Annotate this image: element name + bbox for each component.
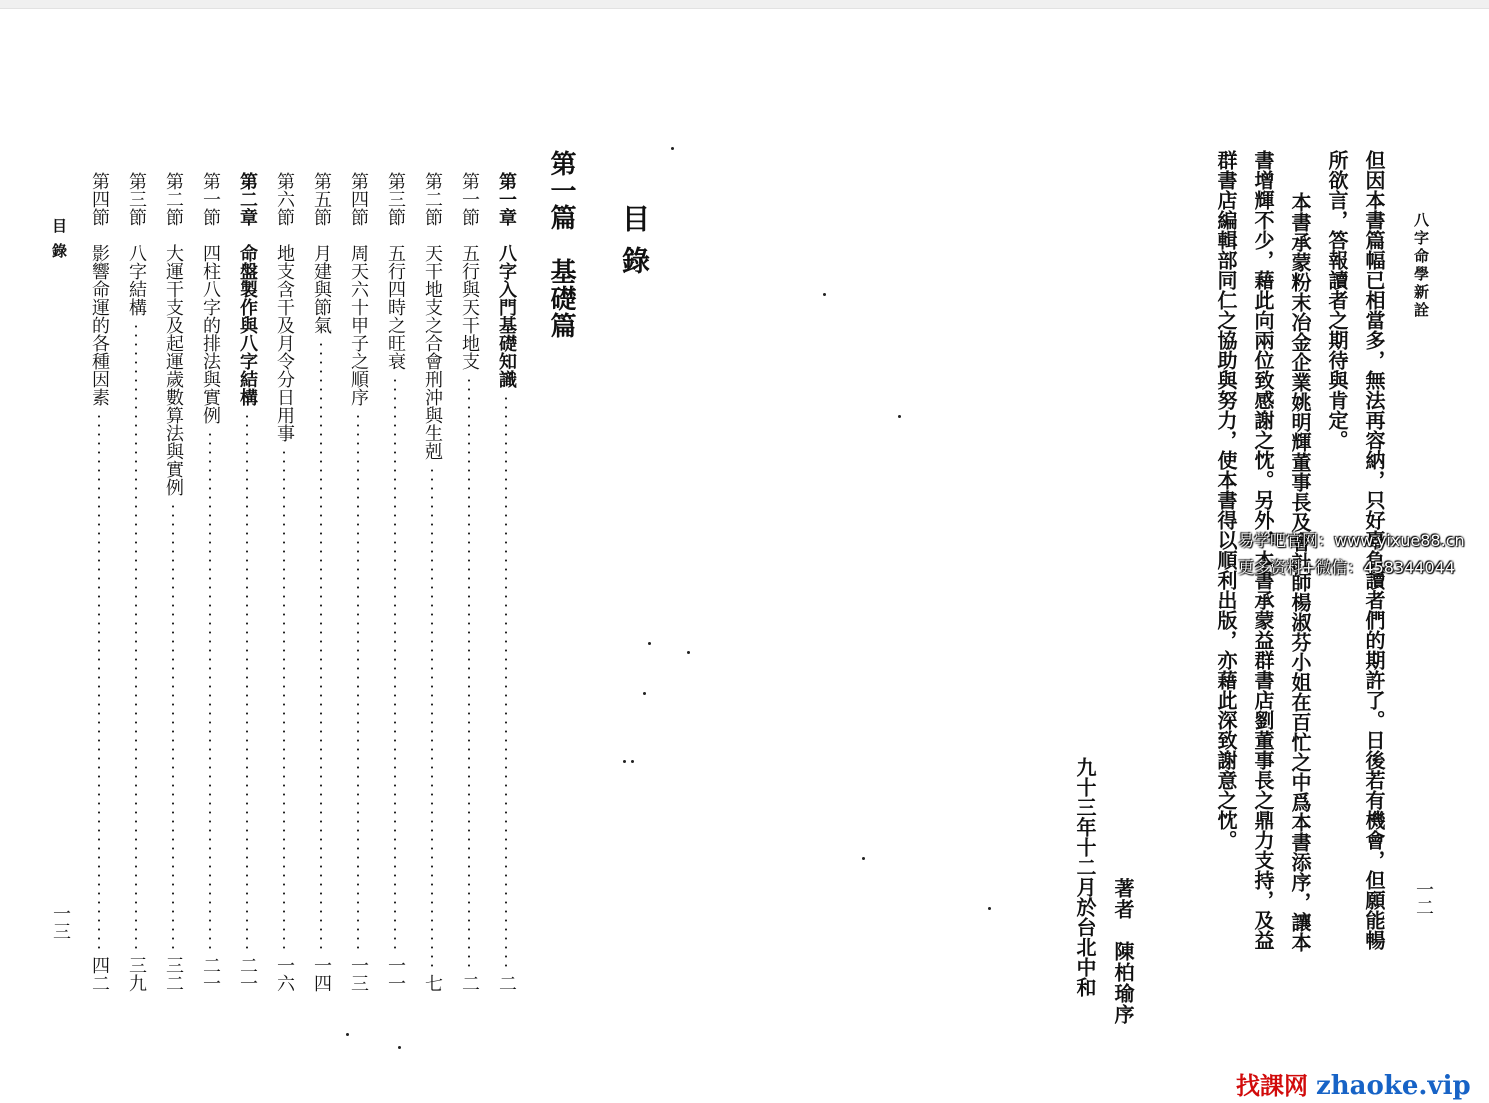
scan-speck: [898, 415, 901, 418]
toc-leader-dots: [283, 448, 285, 950]
toc-leader-dots: [246, 412, 248, 950]
preface-line-4: 書增輝不少，藉此向兩位致感謝之忱。另外，本書承蒙益群書店劉董事長之鼎力支持，及益: [1251, 150, 1275, 950]
scan-speck: [643, 692, 646, 695]
toc-entry-page: 七: [422, 974, 443, 992]
author-signature: 著者 陳柏瑜序: [1111, 878, 1135, 1025]
toc-leader-dots: [468, 376, 470, 968]
toc-entry-label: 第二節 天干地支之合會刑沖與生剋: [422, 172, 443, 460]
toc-entry-label: 第三節 五行四時之旺衰: [385, 172, 406, 370]
toc-entry-label: 第五節 月建與節氣: [311, 172, 332, 334]
toc-entry-page: 三二: [163, 956, 184, 992]
toc-entry-label: 第一節 四柱八字的排法與實例: [200, 172, 221, 424]
toc-entry-page: 二一: [200, 956, 221, 992]
brand-logo-cn: 找課网: [1236, 1072, 1308, 1100]
watermark-line-1: 易学吧官网：www.yixue88.cn: [1238, 531, 1465, 550]
preface-line-3: 本書承蒙粉末冶金企業姚明輝董事長及會計師楊淑芬小姐在百忙之中爲本書添序，讓本: [1288, 192, 1312, 952]
preface-line-1: 但因本書篇幅已相當多，無法再容納，只好辜負讀者們的期許了。日後若有機會，但願能暢: [1362, 150, 1386, 950]
scan-speck: [346, 1033, 349, 1036]
toc-entry-page: 二一: [237, 956, 258, 992]
toc-leader-dots: [320, 340, 322, 950]
toc-entry-page: 一四: [311, 956, 332, 992]
page-number-left: 一三: [50, 904, 71, 940]
part-title: 第一篇 基礎篇: [546, 150, 576, 339]
toc-title: 目錄: [618, 204, 651, 288]
toc-entry-page: 二: [459, 974, 480, 992]
toc-leader-dots: [505, 394, 507, 968]
toc-entry-page: 三九: [126, 956, 147, 992]
viewer-top-strip: [0, 0, 1489, 9]
toc-leader-dots: [209, 430, 211, 950]
preface-line-2: 所欲言，答報讀者之期待與肯定。: [1325, 150, 1349, 450]
toc-entry-label: 第三節 八字結構: [126, 172, 147, 316]
brand-logo: [1236, 1066, 1471, 1101]
scan-speck: [687, 651, 690, 654]
footer-label: 目錄: [50, 218, 68, 268]
page-number-right: 一二: [1413, 880, 1434, 916]
toc-entry-page: 一一: [385, 956, 406, 992]
toc-leader-dots: [431, 466, 433, 968]
toc-leader-dots: [98, 412, 100, 950]
toc-leader-dots: [357, 412, 359, 950]
scan-speck: [862, 857, 865, 860]
scan-speck: [398, 1046, 401, 1049]
scan-speck: [671, 147, 674, 150]
preface-date: 九十三年十二月於台北中和: [1073, 757, 1097, 997]
toc-entry-page: 一六: [274, 956, 295, 992]
toc-leader-dots: [135, 322, 137, 950]
toc-entry-page: 一三: [348, 956, 369, 992]
toc-leader-dots: [172, 502, 174, 950]
toc-entry-page: 二: [496, 974, 517, 992]
toc-entry-label: 第四節 影響命運的各種因素: [89, 172, 110, 406]
brand-logo-en: zhaoke.vip: [1316, 1071, 1471, 1101]
watermark-line-2: 更多资料+微信：458344044: [1238, 558, 1456, 577]
scan-speck: [623, 760, 626, 763]
toc-entry-page: 四二: [89, 956, 110, 992]
scan-speck: [988, 907, 991, 910]
scan-speck: [823, 293, 826, 296]
toc-entry-label: 第一節 五行與天干地支: [459, 172, 480, 370]
toc-entry-label: 第二章 命盤製作與八字結構: [237, 172, 258, 406]
toc-entry-label: 第一章 八字入門基礎知識: [496, 172, 517, 388]
toc-entry-label: 第四節 周天六十甲子之順序: [348, 172, 369, 406]
toc-entry-label: 第六節 地支含干及月令分日用事: [274, 172, 295, 442]
running-header: 八字命學新詮: [1412, 212, 1430, 320]
scan-speck: [648, 642, 651, 645]
toc-entry-label: 第二節 大運干支及起運歲數算法與實例: [163, 172, 184, 496]
scan-speck: [631, 760, 634, 763]
toc-leader-dots: [394, 376, 396, 950]
preface-line-5: 群書店編輯部同仁之協助與努力，使本書得以順利出版，亦藉此深致謝意之忱。: [1214, 150, 1238, 850]
